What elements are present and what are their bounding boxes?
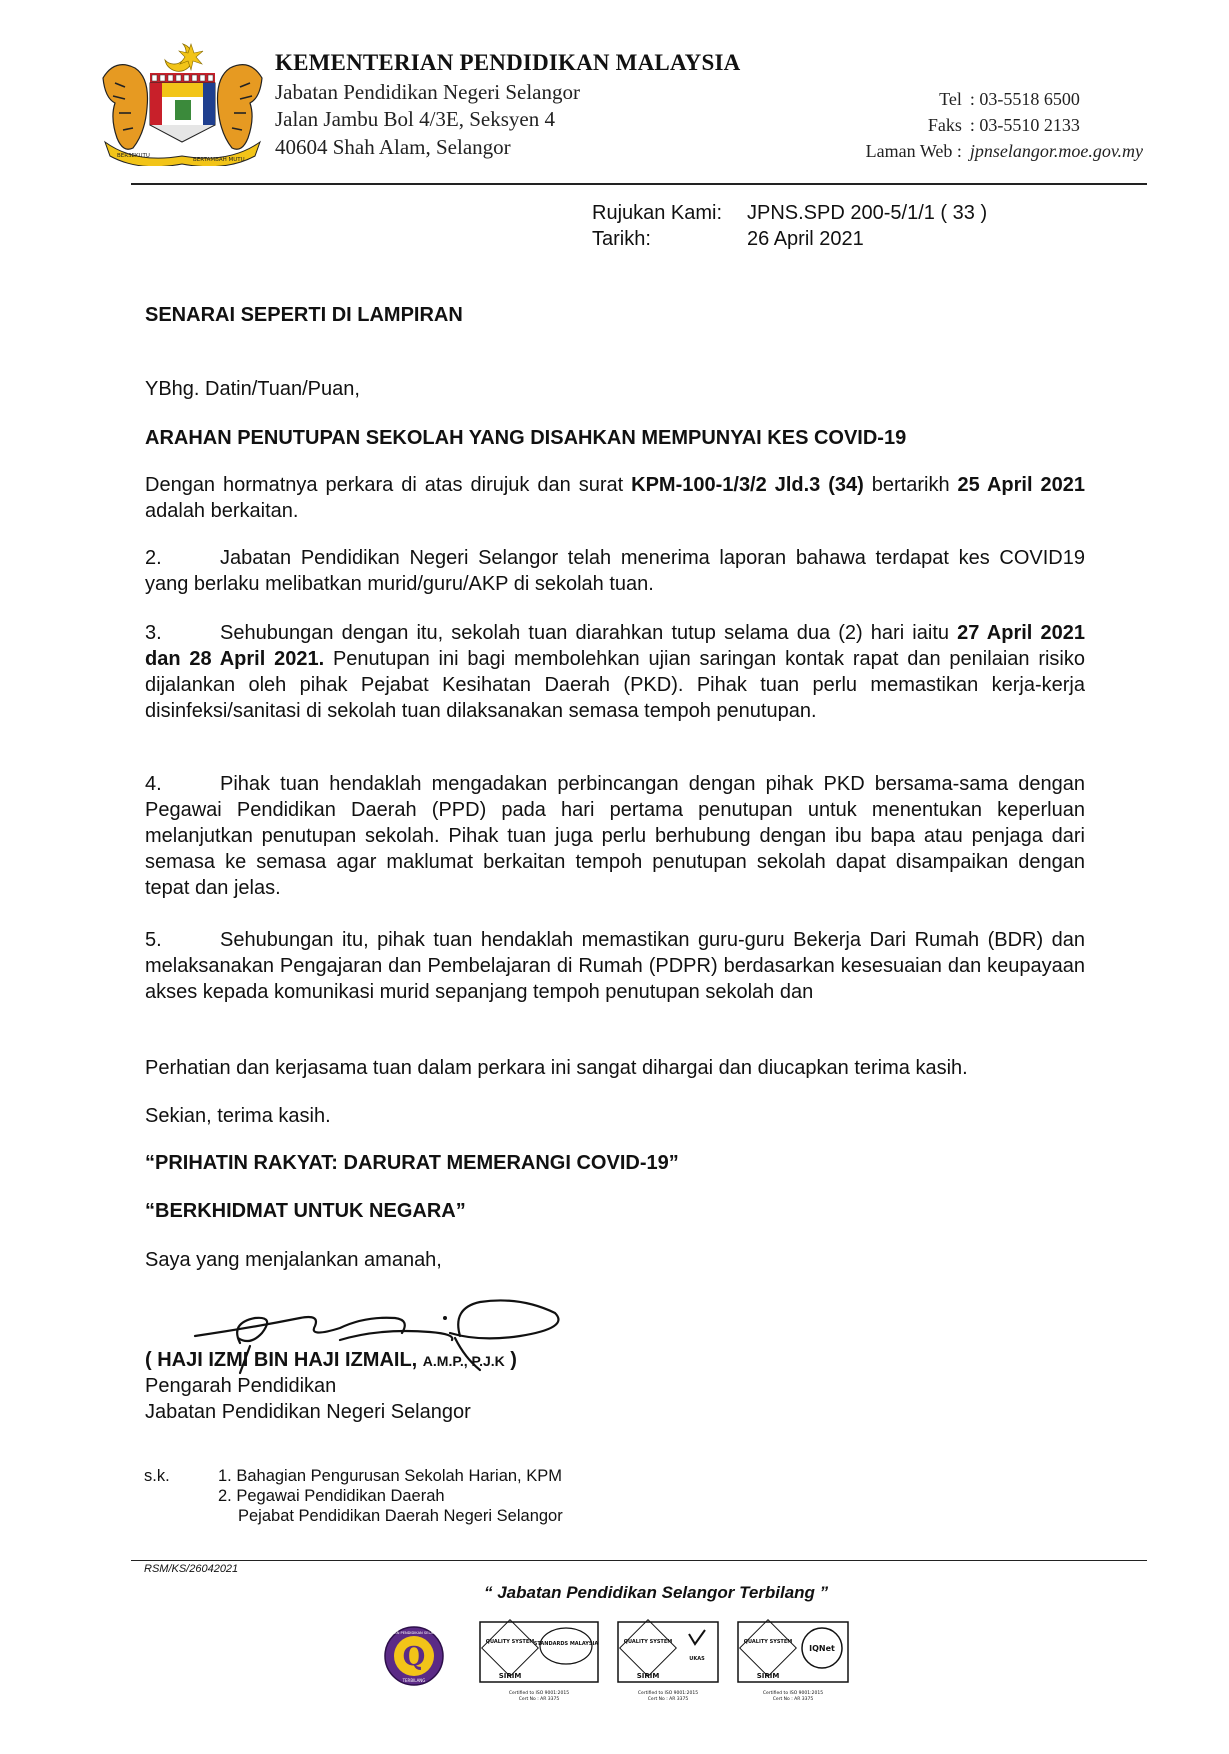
footer-divider [131, 1560, 1147, 1561]
svg-text:SIRIM: SIRIM [756, 1672, 780, 1680]
address-line-2: Jalan Jambu Bol 4/3E, Seksyen 4 [275, 107, 555, 131]
address-line-1: Jabatan Pendidikan Negeri Selangor [275, 80, 580, 104]
web-link[interactable]: jpnselangor.moe.gov.my [969, 141, 1143, 161]
footer-motto: “ Jabatan Pendidikan Selangor Terbilang ” [484, 1583, 829, 1602]
svg-text:Certified to ISO 9001:2015: Certified to ISO 9001:2015 [762, 1691, 824, 1696]
svg-text:TERBILANG: TERBILANG [402, 1678, 426, 1683]
paragraph-5: 5. Sehubungan itu, pihak tuan hendaklah memastikan guru-guru Bekerja Dari Rumah (BDR) dan melaksanakan Pengajaran dan Pembelajaran di Rumah (PDPR) berdasarkan kesesuaian dan keupayaan akses kepada komunikasi murid sepanjang tempoh penutupan sekolah dan [145, 929, 1085, 1003]
svg-text:STANDARDS MALAYSIA: STANDARDS MALAYSIA [533, 1641, 599, 1647]
fax-value: : 03-5510 2133 [969, 115, 1080, 135]
svg-text:Certified to ISO 9001:2015: Certified to ISO 9001:2015 [508, 1691, 570, 1696]
svg-text:Cert No : AR 3375: Cert No : AR 3375 [518, 1697, 560, 1702]
web-label: Laman Web : [865, 141, 962, 161]
recipient: SENARAI SEPERTI DI LAMPIRAN [145, 304, 463, 326]
svg-text:IQNet: IQNet [809, 1644, 835, 1653]
quality-q-logo [384, 1627, 444, 1685]
svg-text:Cert No : AR 3375: Cert No : AR 3375 [647, 1697, 689, 1702]
cc-item: 1. Bahagian Pengurusan Sekolah Harian, KPM [218, 1467, 562, 1485]
cc-label: s.k. [144, 1467, 170, 1485]
fax-label: Faks [927, 115, 962, 135]
svg-text:Certified to ISO 9001:2015: Certified to ISO 9001:2015 [637, 1691, 699, 1696]
tel-label: Tel [939, 89, 962, 109]
paragraph-3: 3. Sehubungan dengan itu, sekolah tuan diarahkan tutup selama dua (2) hari iaitu 27 April 2021 dan 28 April 2021. Penutupan ini bagi membolehkan ujian saringan kontak rapat dan penilaian risiko dijalankan oleh pihak Pejabat Kesihatan Daerah (PKD). Pihak tuan perlu memastikan kerja-kerja disinfeksi/sanitasi di sekolah tuan dilaksanakan semasa tempoh penutupan. [145, 622, 1085, 722]
ref-label: Rujukan Kami: [592, 202, 723, 224]
certification-badges [384, 1612, 884, 1714]
signatory-name: ( HAJI IZMI BIN HAJI IZMAIL, A.M.P., P.J.K ) [145, 1349, 517, 1371]
svg-text:JABATAN PENDIDIKAN SELANGOR: JABATAN PENDIDIKAN SELANGOR [384, 1631, 444, 1635]
tel-value: : 03-5518 6500 [969, 89, 1080, 109]
ref-value: JPNS.SPD 200-5/1/1 ( 33 ) [747, 202, 988, 224]
svg-text:SIRIM: SIRIM [498, 1672, 522, 1680]
paragraph-1: Dengan hormatnya perkara di atas dirujuk dan surat KPM-100-1/3/2 Jld.3 (34) bertarikh 25 April 2021 adalah berkaitan. [145, 474, 1085, 522]
cc-item: 2. Pegawai Pendidikan Daerah [218, 1487, 445, 1505]
svg-text:BERTAMBAH MUTU: BERTAMBAH MUTU [193, 157, 245, 163]
contact-block [842, 86, 1143, 164]
sign-intro: Saya yang menjalankan amanah, [145, 1249, 442, 1271]
svg-text:Cert No : AR 3375: Cert No : AR 3375 [772, 1697, 814, 1702]
malaysia-coat-of-arms-logo [95, 38, 270, 166]
svg-text:QUALITY SYSTEM: QUALITY SYSTEM [743, 1639, 793, 1645]
date-value: 26 April 2021 [747, 228, 864, 250]
svg-text:UKAS: UKAS [689, 1656, 705, 1662]
paragraph-2: 2. Jabatan Pendidikan Negeri Selangor telah menerima laporan bahawa terdapat kes COVID19 yang berlaku melibatkan murid/guru/AKP di sekolah tuan. [145, 547, 1085, 595]
svg-text:BERSEKUTU: BERSEKUTU [117, 153, 150, 159]
closing-regards: Sekian, terima kasih. [145, 1105, 331, 1127]
svg-text:Q: Q [402, 1642, 426, 1672]
signatory-title: Pengarah Pendidikan [145, 1375, 337, 1397]
address-line-3: 40604 Shah Alam, Selangor [275, 135, 511, 159]
cc-item-sub: Pejabat Pendidikan Daerah Negeri Selangor [238, 1507, 563, 1525]
header-divider [131, 183, 1147, 185]
svg-text:QUALITY SYSTEM: QUALITY SYSTEM [485, 1639, 535, 1645]
svg-text:QUALITY SYSTEM: QUALITY SYSTEM [623, 1639, 673, 1645]
document-code: RSM/KS/26042021 [144, 1563, 239, 1575]
signatory-org: Jabatan Pendidikan Negeri Selangor [145, 1401, 471, 1423]
date-label: Tarikh: [592, 228, 651, 250]
svg-text:SIRIM: SIRIM [636, 1672, 660, 1680]
closing-thanks: Perhatian dan kerjasama tuan dalam perkara ini sangat dihargai dan diucapkan terima kasih. [145, 1057, 968, 1079]
salutation: YBhg. Datin/Tuan/Puan, [145, 378, 360, 400]
paragraph-4: 4. Pihak tuan hendaklah mengadakan perbincangan dengan pihak PKD bersama-sama dengan Pegawai Pendidikan Daerah (PPD) pada hari pertama penutupan untuk menentukan keperluan melanjutkan penutupan sekolah. Pihak tuan juga perlu berhubung dengan ibu bapa atau penjaga dari semasa ke semasa agar maklumat berkaitan tempoh penutupan sekolah dapat disampaikan dengan tepat dan jelas. [145, 773, 1085, 899]
subject-heading: ARAHAN PENUTUPAN SEKOLAH YANG DISAHKAN MEMPUNYAI KES COVID-19 [145, 427, 907, 449]
reference-block [592, 200, 987, 252]
cc-list [144, 1466, 563, 1526]
slogan-1: “PRIHATIN RAKYAT: DARURAT MEMERANGI COVID-19” [145, 1152, 679, 1174]
ministry-name: KEMENTERIAN PENDIDIKAN MALAYSIA [275, 50, 741, 75]
slogan-2: “BERKHIDMAT UNTUK NEGARA” [145, 1200, 466, 1222]
